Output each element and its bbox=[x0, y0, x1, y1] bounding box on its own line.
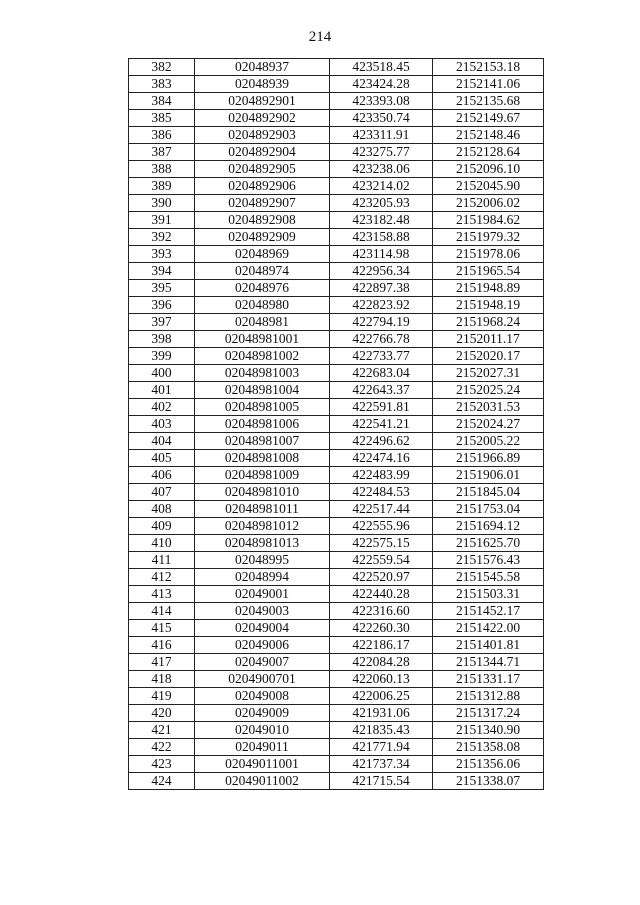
x-coordinate-cell: 421931.06 bbox=[330, 705, 433, 722]
row-index-cell: 413 bbox=[129, 586, 195, 603]
x-coordinate-cell: 422484.53 bbox=[330, 484, 433, 501]
point-id-cell: 02048981009 bbox=[195, 467, 330, 484]
point-id-cell: 0204892906 bbox=[195, 178, 330, 195]
point-id-cell: 02049004 bbox=[195, 620, 330, 637]
y-coordinate-cell: 2152005.22 bbox=[433, 433, 544, 450]
point-id-cell: 02049011001 bbox=[195, 756, 330, 773]
x-coordinate-cell: 423393.08 bbox=[330, 93, 433, 110]
y-coordinate-cell: 2152045.90 bbox=[433, 178, 544, 195]
x-coordinate-cell: 423205.93 bbox=[330, 195, 433, 212]
x-coordinate-cell: 422440.28 bbox=[330, 586, 433, 603]
point-id-cell: 02048969 bbox=[195, 246, 330, 263]
row-index-cell: 410 bbox=[129, 535, 195, 552]
point-id-cell: 02048981004 bbox=[195, 382, 330, 399]
point-id-cell: 02048937 bbox=[195, 59, 330, 76]
table-row bbox=[129, 705, 544, 722]
row-index-cell: 383 bbox=[129, 76, 195, 93]
y-coordinate-cell: 2152153.18 bbox=[433, 59, 544, 76]
row-index-cell: 403 bbox=[129, 416, 195, 433]
x-coordinate-cell: 422555.96 bbox=[330, 518, 433, 535]
y-coordinate-cell: 2151317.24 bbox=[433, 705, 544, 722]
x-coordinate-cell: 422794.19 bbox=[330, 314, 433, 331]
x-coordinate-cell: 422474.16 bbox=[330, 450, 433, 467]
point-id-cell: 0204900701 bbox=[195, 671, 330, 688]
y-coordinate-cell: 2151312.88 bbox=[433, 688, 544, 705]
point-id-cell: 02049006 bbox=[195, 637, 330, 654]
table-row bbox=[129, 722, 544, 739]
table-row bbox=[129, 552, 544, 569]
table-row bbox=[129, 161, 544, 178]
x-coordinate-cell: 422575.15 bbox=[330, 535, 433, 552]
point-id-cell: 0204892904 bbox=[195, 144, 330, 161]
point-id-cell: 0204892903 bbox=[195, 127, 330, 144]
point-id-cell: 02048981011 bbox=[195, 501, 330, 518]
table-row bbox=[129, 433, 544, 450]
table-row bbox=[129, 110, 544, 127]
y-coordinate-cell: 2151545.58 bbox=[433, 569, 544, 586]
row-index-cell: 393 bbox=[129, 246, 195, 263]
y-coordinate-cell: 2151966.89 bbox=[433, 450, 544, 467]
row-index-cell: 382 bbox=[129, 59, 195, 76]
table-row bbox=[129, 399, 544, 416]
row-index-cell: 395 bbox=[129, 280, 195, 297]
y-coordinate-cell: 2151503.31 bbox=[433, 586, 544, 603]
x-coordinate-cell: 422766.78 bbox=[330, 331, 433, 348]
table-row bbox=[129, 603, 544, 620]
x-coordinate-cell: 422591.81 bbox=[330, 399, 433, 416]
row-index-cell: 408 bbox=[129, 501, 195, 518]
row-index-cell: 396 bbox=[129, 297, 195, 314]
row-index-cell: 424 bbox=[129, 773, 195, 790]
row-index-cell: 407 bbox=[129, 484, 195, 501]
x-coordinate-cell: 422084.28 bbox=[330, 654, 433, 671]
point-id-cell: 02048981002 bbox=[195, 348, 330, 365]
x-coordinate-cell: 423350.74 bbox=[330, 110, 433, 127]
table-row bbox=[129, 195, 544, 212]
table-row bbox=[129, 416, 544, 433]
table-row bbox=[129, 331, 544, 348]
y-coordinate-cell: 2151906.01 bbox=[433, 467, 544, 484]
table-row bbox=[129, 484, 544, 501]
x-coordinate-cell: 423158.88 bbox=[330, 229, 433, 246]
y-coordinate-cell: 2151968.24 bbox=[433, 314, 544, 331]
point-id-cell: 02048981003 bbox=[195, 365, 330, 382]
coordinate-table bbox=[128, 58, 544, 790]
row-index-cell: 392 bbox=[129, 229, 195, 246]
table-row bbox=[129, 450, 544, 467]
point-id-cell: 02048981008 bbox=[195, 450, 330, 467]
point-id-cell: 02049008 bbox=[195, 688, 330, 705]
table-row bbox=[129, 518, 544, 535]
x-coordinate-cell: 422483.99 bbox=[330, 467, 433, 484]
table-row bbox=[129, 246, 544, 263]
point-id-cell: 02048981012 bbox=[195, 518, 330, 535]
y-coordinate-cell: 2152024.27 bbox=[433, 416, 544, 433]
table-row bbox=[129, 178, 544, 195]
x-coordinate-cell: 422260.30 bbox=[330, 620, 433, 637]
y-coordinate-cell: 2151948.19 bbox=[433, 297, 544, 314]
point-id-cell: 02048981010 bbox=[195, 484, 330, 501]
row-index-cell: 417 bbox=[129, 654, 195, 671]
y-coordinate-cell: 2151625.70 bbox=[433, 535, 544, 552]
x-coordinate-cell: 423518.45 bbox=[330, 59, 433, 76]
row-index-cell: 406 bbox=[129, 467, 195, 484]
point-id-cell: 02048981006 bbox=[195, 416, 330, 433]
x-coordinate-cell: 422541.21 bbox=[330, 416, 433, 433]
y-coordinate-cell: 2152135.68 bbox=[433, 93, 544, 110]
x-coordinate-cell: 422006.25 bbox=[330, 688, 433, 705]
table-row bbox=[129, 535, 544, 552]
y-coordinate-cell: 2152148.46 bbox=[433, 127, 544, 144]
table-row bbox=[129, 382, 544, 399]
point-id-cell: 0204892909 bbox=[195, 229, 330, 246]
y-coordinate-cell: 2151422.00 bbox=[433, 620, 544, 637]
row-index-cell: 391 bbox=[129, 212, 195, 229]
y-coordinate-cell: 2151694.12 bbox=[433, 518, 544, 535]
table-row bbox=[129, 93, 544, 110]
table-row bbox=[129, 688, 544, 705]
point-id-cell: 02049001 bbox=[195, 586, 330, 603]
y-coordinate-cell: 2151965.54 bbox=[433, 263, 544, 280]
row-index-cell: 386 bbox=[129, 127, 195, 144]
row-index-cell: 385 bbox=[129, 110, 195, 127]
x-coordinate-cell: 422060.13 bbox=[330, 671, 433, 688]
x-coordinate-cell: 422520.97 bbox=[330, 569, 433, 586]
row-index-cell: 389 bbox=[129, 178, 195, 195]
x-coordinate-cell: 422517.44 bbox=[330, 501, 433, 518]
y-coordinate-cell: 2152096.10 bbox=[433, 161, 544, 178]
y-coordinate-cell: 2152149.67 bbox=[433, 110, 544, 127]
y-coordinate-cell: 2152031.53 bbox=[433, 399, 544, 416]
table-row bbox=[129, 365, 544, 382]
y-coordinate-cell: 2151452.17 bbox=[433, 603, 544, 620]
table-row bbox=[129, 144, 544, 161]
point-id-cell: 02048995 bbox=[195, 552, 330, 569]
table-body bbox=[129, 59, 544, 790]
point-id-cell: 0204892905 bbox=[195, 161, 330, 178]
y-coordinate-cell: 2151984.62 bbox=[433, 212, 544, 229]
x-coordinate-cell: 422733.77 bbox=[330, 348, 433, 365]
y-coordinate-cell: 2151340.90 bbox=[433, 722, 544, 739]
point-id-cell: 02048981005 bbox=[195, 399, 330, 416]
table-row bbox=[129, 756, 544, 773]
x-coordinate-cell: 422683.04 bbox=[330, 365, 433, 382]
row-index-cell: 398 bbox=[129, 331, 195, 348]
x-coordinate-cell: 422316.60 bbox=[330, 603, 433, 620]
row-index-cell: 419 bbox=[129, 688, 195, 705]
row-index-cell: 422 bbox=[129, 739, 195, 756]
y-coordinate-cell: 2151331.17 bbox=[433, 671, 544, 688]
y-coordinate-cell: 2151979.32 bbox=[433, 229, 544, 246]
y-coordinate-cell: 2151753.04 bbox=[433, 501, 544, 518]
y-coordinate-cell: 2151338.07 bbox=[433, 773, 544, 790]
row-index-cell: 423 bbox=[129, 756, 195, 773]
table-row bbox=[129, 773, 544, 790]
point-id-cell: 02048939 bbox=[195, 76, 330, 93]
row-index-cell: 421 bbox=[129, 722, 195, 739]
row-index-cell: 411 bbox=[129, 552, 195, 569]
x-coordinate-cell: 423311.91 bbox=[330, 127, 433, 144]
y-coordinate-cell: 2152141.06 bbox=[433, 76, 544, 93]
x-coordinate-cell: 421715.54 bbox=[330, 773, 433, 790]
x-coordinate-cell: 421835.43 bbox=[330, 722, 433, 739]
row-index-cell: 415 bbox=[129, 620, 195, 637]
row-index-cell: 409 bbox=[129, 518, 195, 535]
table-row bbox=[129, 314, 544, 331]
table-row bbox=[129, 586, 544, 603]
x-coordinate-cell: 423424.28 bbox=[330, 76, 433, 93]
table-row bbox=[129, 671, 544, 688]
row-index-cell: 405 bbox=[129, 450, 195, 467]
table-row bbox=[129, 297, 544, 314]
row-index-cell: 402 bbox=[129, 399, 195, 416]
row-index-cell: 390 bbox=[129, 195, 195, 212]
y-coordinate-cell: 2151978.06 bbox=[433, 246, 544, 263]
point-id-cell: 02049010 bbox=[195, 722, 330, 739]
row-index-cell: 397 bbox=[129, 314, 195, 331]
row-index-cell: 420 bbox=[129, 705, 195, 722]
row-index-cell: 384 bbox=[129, 93, 195, 110]
x-coordinate-cell: 422559.54 bbox=[330, 552, 433, 569]
table-row bbox=[129, 229, 544, 246]
point-id-cell: 02048981 bbox=[195, 314, 330, 331]
row-index-cell: 400 bbox=[129, 365, 195, 382]
table-row bbox=[129, 501, 544, 518]
y-coordinate-cell: 2152128.64 bbox=[433, 144, 544, 161]
table-row bbox=[129, 637, 544, 654]
table-row bbox=[129, 280, 544, 297]
y-coordinate-cell: 2152006.02 bbox=[433, 195, 544, 212]
row-index-cell: 414 bbox=[129, 603, 195, 620]
table-row bbox=[129, 127, 544, 144]
y-coordinate-cell: 2151344.71 bbox=[433, 654, 544, 671]
point-id-cell: 02049009 bbox=[195, 705, 330, 722]
x-coordinate-cell: 422956.34 bbox=[330, 263, 433, 280]
point-id-cell: 0204892902 bbox=[195, 110, 330, 127]
table-row bbox=[129, 654, 544, 671]
page-number: 214 bbox=[308, 29, 332, 45]
row-index-cell: 412 bbox=[129, 569, 195, 586]
point-id-cell: 02048981007 bbox=[195, 433, 330, 450]
x-coordinate-cell: 423114.98 bbox=[330, 246, 433, 263]
row-index-cell: 399 bbox=[129, 348, 195, 365]
row-index-cell: 418 bbox=[129, 671, 195, 688]
y-coordinate-cell: 2151401.81 bbox=[433, 637, 544, 654]
x-coordinate-cell: 422496.62 bbox=[330, 433, 433, 450]
point-id-cell: 02049007 bbox=[195, 654, 330, 671]
y-coordinate-cell: 2152020.17 bbox=[433, 348, 544, 365]
table-row bbox=[129, 739, 544, 756]
row-index-cell: 387 bbox=[129, 144, 195, 161]
table-row bbox=[129, 620, 544, 637]
table-row bbox=[129, 76, 544, 93]
y-coordinate-cell: 2151845.04 bbox=[433, 484, 544, 501]
table-row bbox=[129, 212, 544, 229]
point-id-cell: 02048974 bbox=[195, 263, 330, 280]
x-coordinate-cell: 422186.17 bbox=[330, 637, 433, 654]
row-index-cell: 401 bbox=[129, 382, 195, 399]
point-id-cell: 02048980 bbox=[195, 297, 330, 314]
x-coordinate-cell: 423182.48 bbox=[330, 212, 433, 229]
x-coordinate-cell: 423275.77 bbox=[330, 144, 433, 161]
x-coordinate-cell: 421771.94 bbox=[330, 739, 433, 756]
point-id-cell: 02049011 bbox=[195, 739, 330, 756]
y-coordinate-cell: 2152027.31 bbox=[433, 365, 544, 382]
table-row bbox=[129, 59, 544, 76]
point-id-cell: 0204892907 bbox=[195, 195, 330, 212]
row-index-cell: 404 bbox=[129, 433, 195, 450]
point-id-cell: 02048994 bbox=[195, 569, 330, 586]
x-coordinate-cell: 423214.02 bbox=[330, 178, 433, 195]
table-row bbox=[129, 263, 544, 280]
x-coordinate-cell: 421737.34 bbox=[330, 756, 433, 773]
y-coordinate-cell: 2151948.89 bbox=[433, 280, 544, 297]
x-coordinate-cell: 423238.06 bbox=[330, 161, 433, 178]
point-id-cell: 02048981001 bbox=[195, 331, 330, 348]
point-id-cell: 02049003 bbox=[195, 603, 330, 620]
point-id-cell: 02048976 bbox=[195, 280, 330, 297]
point-id-cell: 0204892908 bbox=[195, 212, 330, 229]
y-coordinate-cell: 2151358.08 bbox=[433, 739, 544, 756]
x-coordinate-cell: 422823.92 bbox=[330, 297, 433, 314]
y-coordinate-cell: 2152011.17 bbox=[433, 331, 544, 348]
row-index-cell: 388 bbox=[129, 161, 195, 178]
row-index-cell: 394 bbox=[129, 263, 195, 280]
y-coordinate-cell: 2151356.06 bbox=[433, 756, 544, 773]
x-coordinate-cell: 422643.37 bbox=[330, 382, 433, 399]
table-row bbox=[129, 348, 544, 365]
row-index-cell: 416 bbox=[129, 637, 195, 654]
y-coordinate-cell: 2151576.43 bbox=[433, 552, 544, 569]
x-coordinate-cell: 422897.38 bbox=[330, 280, 433, 297]
point-id-cell: 0204892901 bbox=[195, 93, 330, 110]
table-row bbox=[129, 467, 544, 484]
point-id-cell: 02048981013 bbox=[195, 535, 330, 552]
table-row bbox=[129, 569, 544, 586]
y-coordinate-cell: 2152025.24 bbox=[433, 382, 544, 399]
point-id-cell: 02049011002 bbox=[195, 773, 330, 790]
